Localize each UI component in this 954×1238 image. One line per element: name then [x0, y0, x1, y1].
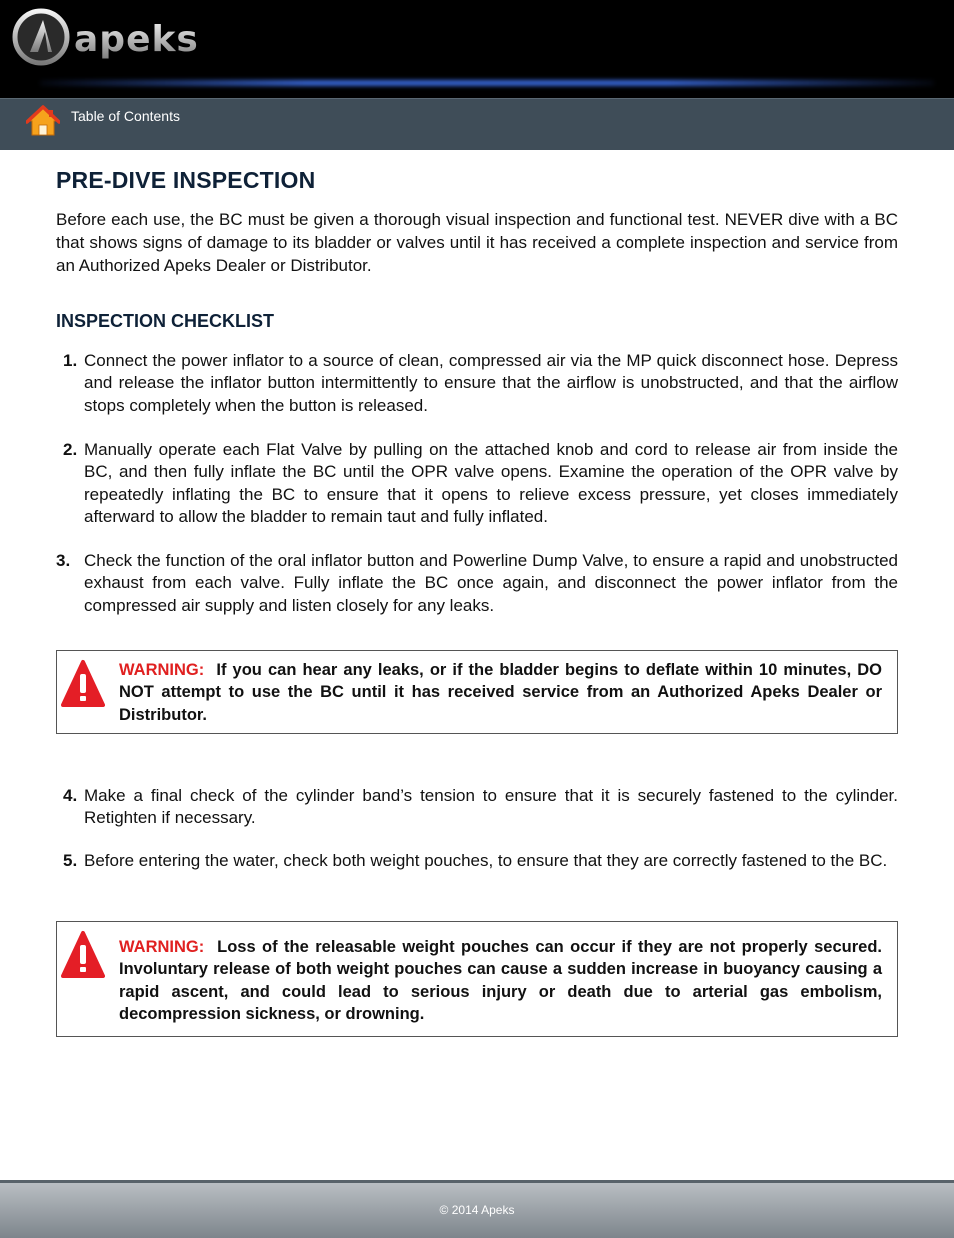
- warning-message: Loss of the releasable weight pouches can occur if they are not properly secured. Involuntary release of both weight pouches can cause a sudden increase in buoyancy causing a rapid ascent, and could lead to serious injury or death due to arterial gas embolism, decompression sickness, or drowning.: [119, 938, 882, 1024]
- warning-label: WARNING:: [119, 661, 205, 679]
- step-text: Manually operate each Flat Valve by pulling on the attached knob and cord to release air from inside the BC, and then fully inflate the BC until the OPR valve opens. Examine the operation of the OPR valve by repeatedly inflating the BC to ensure that it opens to relieve excess pressure, yet closes immediately afterward to allow the bladder to remain taut and fully inflated.: [84, 440, 898, 527]
- checklist-step-1: [63, 350, 898, 417]
- checklist-step-5: [63, 850, 898, 872]
- warning-box-weight-pouches: [56, 921, 898, 1037]
- header-glow: [40, 80, 934, 86]
- warning-message: If you can hear any leaks, or if the bladder begins to deflate within 10 minutes, DO NOT attempt to use the BC until it has received service from an Authorized Apeks Dealer or Distributor.: [119, 661, 883, 724]
- checklist-heading: INSPECTION CHECKLIST: [56, 311, 275, 331]
- warning-box-leaks: [56, 650, 898, 734]
- step-number: 3.: [56, 551, 71, 570]
- checklist-step-2: [63, 439, 898, 529]
- apeks-logo: [12, 8, 242, 66]
- step-number: 4.: [63, 786, 78, 805]
- warning-text: [119, 936, 882, 1026]
- checklist-step-3: [56, 550, 898, 617]
- step-text: Connect the power inflator to a source of clean, compressed air via the MP quick disconnect hose. Depress and release the inflator button intermittently to ensure that the airflow is unobstructed, and that the airflow stops completely when the button is released.: [84, 351, 898, 415]
- step-number: 5.: [63, 851, 78, 870]
- warning-icon: [61, 930, 105, 980]
- warning-text: [119, 659, 882, 726]
- checklist-step-4: [63, 785, 898, 830]
- logo-text: apeks: [74, 19, 199, 60]
- step-text: Before entering the water, check both weight pouches, to ensure that they are correctly fastened to the BC.: [84, 851, 888, 870]
- toc-link[interactable]: Table of Contents: [71, 108, 180, 124]
- copyright-text: © 2014 Apeks: [439, 1203, 515, 1217]
- step-number: 1.: [63, 351, 78, 370]
- nav-bar: [0, 98, 954, 150]
- step-text: Check the function of the oral inflator button and Powerline Dump Valve, to ensure a rapid and unobstructed exhaust from each valve. Fully inflate the BC once again, and disconnect the power inflator from the compressed air supply and listen closely for any leaks.: [84, 551, 898, 615]
- step-number: 2.: [63, 440, 78, 459]
- footer-bar: [0, 1180, 954, 1238]
- warning-label: WARNING:: [119, 938, 205, 956]
- page-title: PRE-DIVE INSPECTION: [56, 167, 316, 193]
- home-icon[interactable]: [26, 104, 60, 138]
- step-text: Make a final check of the cylinder band’s tension to ensure that it is securely fastened to the cylinder. Retighten if necessary.: [84, 786, 898, 828]
- intro-paragraph: Before each use, the BC must be given a thorough visual inspection and functional test. NEVER dive with a BC that shows signs of damage to its bladder or valves until it has received a complete inspection and service from an Authorized Apeks Dealer or Distributor.: [56, 210, 898, 275]
- warning-icon: [61, 659, 105, 709]
- header-bar: [0, 0, 954, 98]
